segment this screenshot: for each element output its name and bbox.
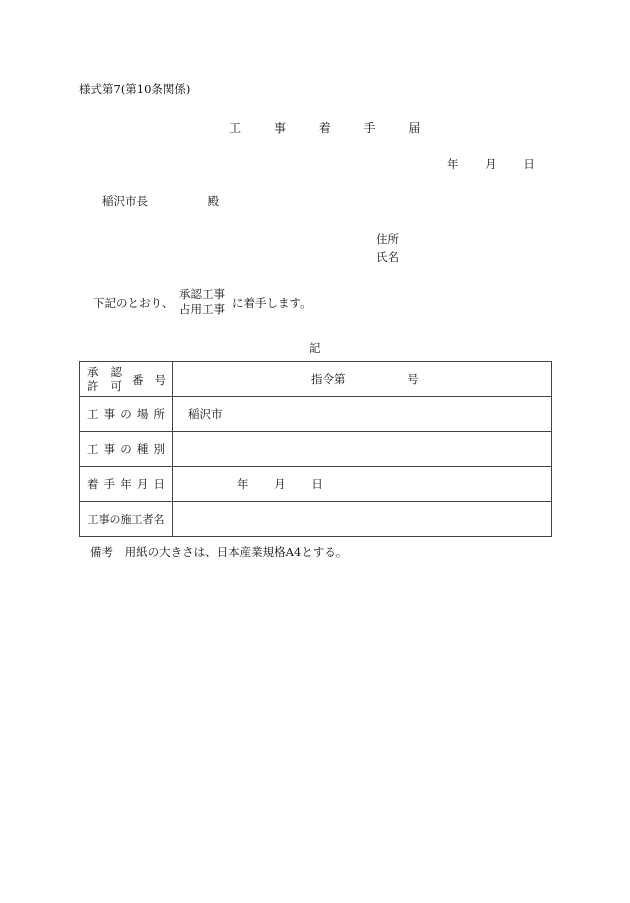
table-row xyxy=(80,397,552,432)
directive-prefix: 指令第 xyxy=(311,372,346,386)
permit-number-label xyxy=(80,362,173,397)
contractor-name-value xyxy=(173,502,552,537)
work-type-value xyxy=(173,432,552,467)
date-day: 日 xyxy=(523,157,535,171)
permit-number-value xyxy=(173,362,552,397)
addressee xyxy=(102,193,219,209)
title-char: 事 xyxy=(273,121,286,135)
details-table xyxy=(79,361,552,537)
title-char: 届 xyxy=(408,121,421,135)
table-row xyxy=(80,432,552,467)
title-char: 着 xyxy=(318,121,331,135)
addressee-honorific: 殿 xyxy=(207,194,220,208)
remarks-label: 備考 xyxy=(90,545,113,559)
work-type-options xyxy=(179,287,225,317)
form-number: 様式第7(第10条関係) xyxy=(79,82,191,96)
document-title xyxy=(229,119,420,136)
work-location-value: 稲沢市 xyxy=(173,397,552,432)
title-char: 工 xyxy=(229,121,242,135)
label-approval: 承 認 xyxy=(87,365,122,379)
directive-suffix: 号 xyxy=(407,372,419,386)
statement-suffix: に着手します。 xyxy=(232,296,312,310)
work-type-label: 工 事 の 種 別 xyxy=(80,432,173,467)
table-row xyxy=(80,502,552,537)
remarks-text: 用紙の大きさは、日本産業規格A4とする。 xyxy=(124,545,348,559)
date-month: 月 xyxy=(485,157,497,171)
title-char: 手 xyxy=(363,121,376,135)
address-label: 住所 xyxy=(376,232,399,246)
contractor-name-label: 工事の施工者名 xyxy=(80,502,173,537)
remarks xyxy=(90,544,347,560)
date-line xyxy=(447,156,535,172)
label-number: 番 号 xyxy=(132,373,166,387)
start-date-value: 年 月 日 xyxy=(173,467,552,502)
statement-prefix: 下記のとおり、 xyxy=(93,296,174,310)
option-approved-work: 承認工事 xyxy=(179,287,225,301)
work-location-label: 工 事 の 場 所 xyxy=(80,397,173,432)
option-occupancy-work: 占用工事 xyxy=(179,302,225,316)
ki-heading: 記 xyxy=(309,341,321,355)
start-date-label: 着 手 年 月 日 xyxy=(80,467,173,502)
addressee-name: 稲沢市長 xyxy=(102,194,148,208)
table-row xyxy=(80,362,552,397)
name-label: 氏名 xyxy=(376,250,399,264)
date-year: 年 xyxy=(447,157,459,171)
table-row xyxy=(80,467,552,502)
label-permission: 許 可 xyxy=(87,379,122,393)
